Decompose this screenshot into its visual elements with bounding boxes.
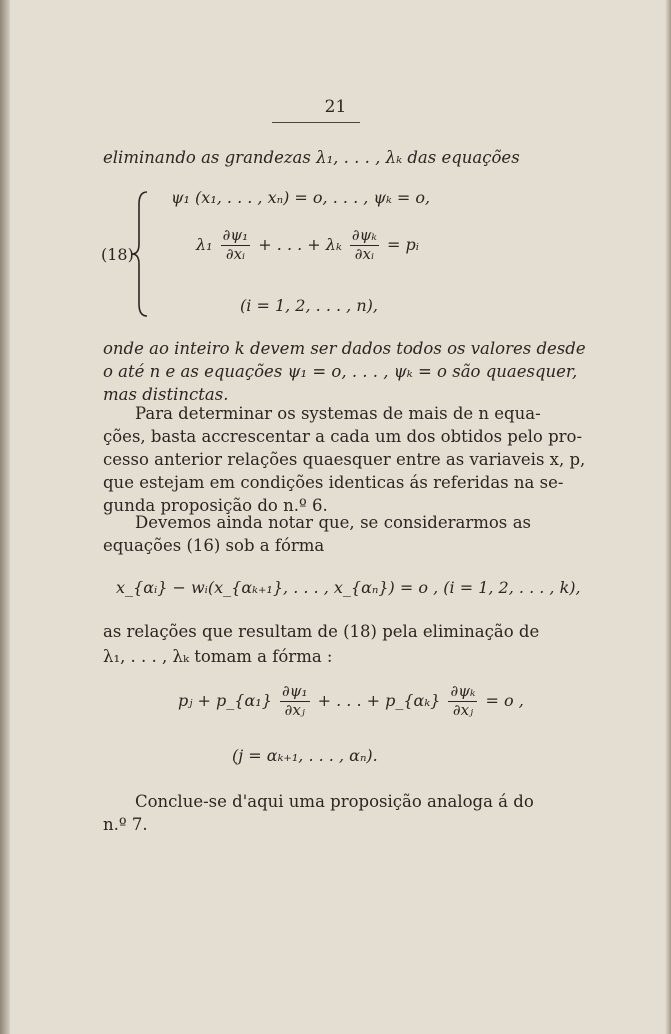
eq18-fraction-2 bbox=[350, 228, 379, 263]
paragraph-1-line-4: que estejam em condições identicas ás referidas na se- bbox=[103, 473, 564, 492]
header-rule bbox=[272, 122, 360, 123]
eq18-denominator-1: ∂xᵢ bbox=[225, 244, 246, 263]
paragraph-2-line-2: equações (16) sob a fórma bbox=[103, 536, 325, 555]
equation-number: (18) bbox=[101, 245, 134, 264]
paragraph-1-line-3: cesso anterior relações quaesquer entre as variaveis x, p, bbox=[103, 450, 586, 469]
page-right-edge bbox=[665, 0, 671, 1034]
equation-18-row3: (i = 1, 2, . . . , n), bbox=[240, 296, 378, 315]
eq18-fraction-1 bbox=[221, 228, 251, 263]
equation-18-row1: ψ₁ (x₁, . . . , xₙ) = o, . . . , ψₖ = o, bbox=[171, 188, 431, 207]
paragraph-1-line-1: Para determinar os systemas de mais de n equa- bbox=[135, 404, 541, 423]
eq18-denominator-2: ∂xᵢ bbox=[354, 244, 374, 263]
equation-18-row2 bbox=[196, 228, 419, 263]
eq18-numerator-1: ∂ψ₁ bbox=[222, 226, 249, 244]
result-rhs: = o , bbox=[485, 690, 524, 710]
result-equation bbox=[178, 684, 524, 719]
page-left-edge bbox=[0, 0, 10, 1034]
result-denominator-1: ∂xⱼ bbox=[284, 700, 305, 719]
result-fraction-2 bbox=[448, 684, 477, 719]
left-brace bbox=[129, 190, 151, 318]
eq18-rhs: = pᵢ bbox=[386, 234, 419, 254]
equation-16-form: x_{αᵢ} − wᵢ(x_{αₖ₊₁}, . . . , x_{αₙ}) = o , (i = 1, 2, . . . , k), bbox=[116, 578, 581, 597]
page-number: 21 bbox=[324, 97, 347, 117]
result-lhs: pⱼ + p_{α₁} bbox=[178, 690, 272, 710]
paragraph-4-line-2: n.º 7. bbox=[103, 815, 148, 834]
intro-line: eliminando as grandezas λ₁, . . . , λₖ das equações bbox=[103, 148, 520, 167]
paragraph-4-line-1: Conclue-se d'aqui uma proposição analoga á do bbox=[135, 792, 534, 811]
paragraph-1-line-2: ções, basta accrescentar a cada um dos obtidos pelo pro- bbox=[103, 427, 583, 446]
result-range: (j = αₖ₊₁, . . . , αₙ). bbox=[232, 746, 378, 765]
italic-line-3: mas distinctas. bbox=[103, 385, 229, 404]
result-denominator-2: ∂xⱼ bbox=[452, 700, 474, 719]
eq18-coef1: λ₁ bbox=[196, 234, 213, 254]
italic-line-2: o até n e as equações ψ₁ = o, . . . , ψₖ = o são quaesquer, bbox=[103, 362, 578, 381]
italic-line-1: onde ao inteiro k devem ser dados todos os valores desde bbox=[103, 339, 586, 358]
eq18-numerator-2: ∂ψₖ bbox=[351, 226, 377, 244]
result-fraction-1 bbox=[280, 684, 310, 719]
eq18-middle: + . . . + λₖ bbox=[258, 234, 342, 254]
paragraph-1-line-5: gunda proposição do n.º 6. bbox=[103, 496, 328, 515]
result-numerator-2: ∂ψₖ bbox=[450, 682, 476, 700]
paragraph-3-line-2: λ₁, . . . , λₖ tomam a fórma : bbox=[103, 647, 333, 666]
paragraph-2-line-1: Devemos ainda notar que, se considerarmos as bbox=[135, 513, 531, 532]
result-numerator-1: ∂ψ₁ bbox=[281, 682, 308, 700]
paragraph-3-line-1: as relações que resultam de (18) pela eliminação de bbox=[103, 622, 540, 641]
result-middle: + . . . + p_{αₖ} bbox=[317, 690, 441, 710]
